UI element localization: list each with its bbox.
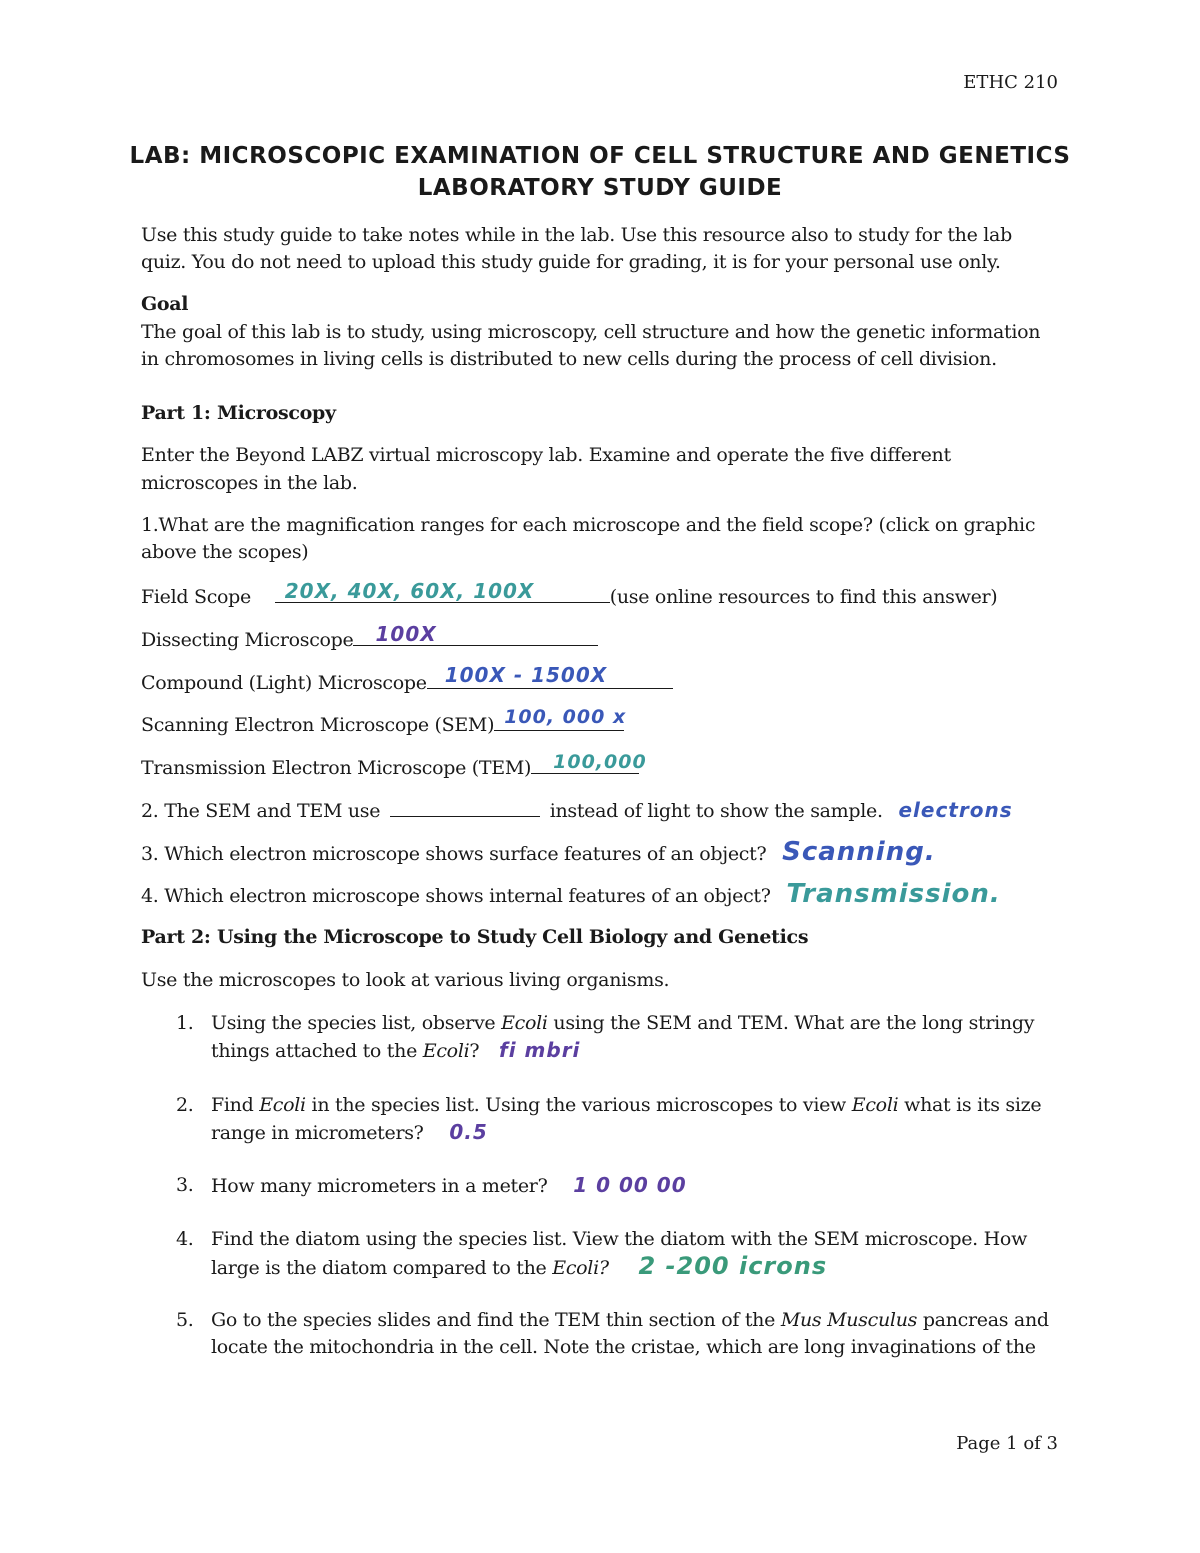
field-scope-blank[interactable] [275,579,610,603]
title-line-2: LABORATORY STUDY GUIDE [417,175,783,201]
q2-answer: electrons [898,798,1013,822]
sem-blank[interactable] [494,706,627,731]
part2-intro: Use the microscopes to look at various living organisms. [141,969,670,991]
course-code: ETHC 210 [963,72,1058,93]
item-4-answer: 2 -200 icrons [638,1252,828,1280]
item-2-line-2: range in micrometers? 0.5 [211,1120,488,1144]
item-4-line-2: large is the diatom compared to the Ecoli? 2 -200 icrons [211,1252,828,1280]
q2-blank[interactable] [390,796,540,817]
dissecting-answer: 100X [375,622,437,646]
q2-prefix: 2. The SEM and TEM use [141,800,381,822]
item-1-line-2: things attached to the Ecoli? fi mbri [211,1038,581,1062]
part1-heading: Part 1: Microscopy [141,402,336,424]
part1-intro-line-1: Enter the Beyond LABZ virtual microscopy lab. Examine and operate the five different [141,444,951,466]
item-5-line-2: locate the mitochondria in the cell. Note the cristae, which are long invaginations of the [211,1336,1036,1358]
tem-blank[interactable] [531,751,647,774]
q3-text: 3. Which electron microscope shows surface features of an object? [141,843,767,865]
compound-answer: 100X - 1500X [444,663,608,687]
goal-heading: Goal [141,293,189,315]
dissecting-label: Dissecting Microscope [141,629,354,651]
part1-intro-line-2: microscopes in the lab. [141,472,358,494]
q4-answer: Transmission. [786,879,1001,909]
q4-text: 4. Which electron microscope shows internal features of an object? [141,885,771,907]
item-2-line-1: Find Ecoli in the species list. Using the various microscopes to view Ecoli what is its size [211,1094,1042,1116]
item-1-num: 1. [176,1012,194,1034]
sem-label: Scanning Electron Microscope (SEM) [141,714,495,736]
compound-label: Compound (Light) Microscope [141,672,427,694]
dissecting-row [141,622,598,654]
q2-row [141,796,1013,825]
sem-row [141,706,627,739]
sem-answer: 100, 000 x [504,706,627,728]
tem-answer: 100,000 [553,751,647,773]
item-1-answer: fi mbri [499,1038,581,1062]
q1-line-2: above the scopes) [141,541,309,563]
field-scope-row [141,579,998,611]
page-number: Page 1 of 3 [956,1433,1058,1454]
q2-suffix: instead of light to show the sample. [549,800,883,822]
item-2-num: 2. [176,1094,194,1116]
item-3-answer: 1 0 00 00 [573,1173,687,1197]
item-5-line-1: Go to the species slides and find the TEM thin section of the Mus Musculus pancreas and [211,1309,1049,1331]
item-5-num: 5. [176,1309,194,1331]
q4-row [141,881,1001,910]
item-3-num: 3. [176,1174,194,1196]
goal-line-1: The goal of this lab is to study, using microscopy, cell structure and how the genetic information [141,321,1041,343]
q3-row [141,839,936,868]
field-scope-suffix: (use online resources to find this answer) [609,586,998,608]
field-scope-label: Field Scope [141,586,251,608]
item-3-line-1: How many micrometers in a meter? 1 0 00 00 [211,1173,687,1197]
intro-line-2: quiz. You do not need to upload this study guide for grading, it is for your personal use only. [141,251,1001,273]
part2-heading: Part 2: Using the Microscope to Study Cell Biology and Genetics [141,926,809,948]
dissecting-blank[interactable] [353,622,598,646]
compound-row [141,663,673,697]
tem-row [141,751,647,782]
title-line-1: LAB: MICROSCOPIC EXAMINATION OF CELL STRUCTURE AND GENETICS [129,143,1071,169]
q1-line-1: 1.What are the magnification ranges for each microscope and the field scope? (click on graphic [141,514,1036,536]
intro-line-1: Use this study guide to take notes while in the lab. Use this resource also to study for the lab [141,224,1012,246]
goal-line-2: in chromosomes in living cells is distributed to new cells during the process of cell division. [141,348,997,370]
compound-blank[interactable] [427,663,673,689]
item-4-num: 4. [176,1228,194,1250]
tem-label: Transmission Electron Microscope (TEM) [141,757,532,779]
q3-answer: Scanning. [782,837,936,867]
field-scope-answer: 20X, 40X, 60X, 100X [284,579,535,603]
item-2-answer: 0.5 [449,1120,488,1144]
item-1-line-1: Using the species list, observe Ecoli using the SEM and TEM. What are the long stringy [211,1012,1035,1034]
item-4-line-1: Find the diatom using the species list. View the diatom with the SEM microscope. How [211,1228,1028,1250]
